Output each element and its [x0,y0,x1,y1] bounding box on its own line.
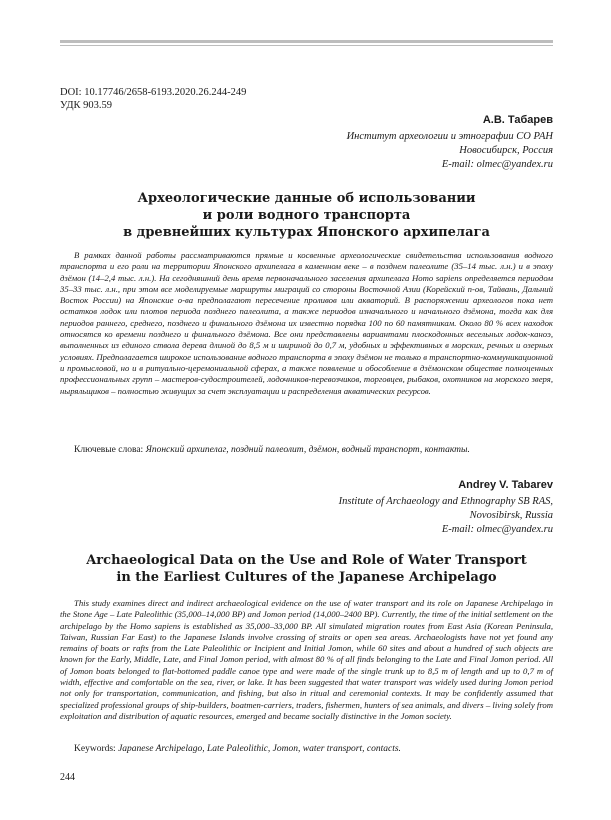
article-title-en [60,552,553,586]
header-rule-thin [60,45,553,46]
title-line: Archaeological Data on the Use and Role of Water Transport [86,553,527,568]
author-block-ru [347,113,553,172]
page-number: 244 [60,772,75,783]
keywords-ru [74,444,553,456]
affiliation-line: Novosibirsk, Russia [469,510,553,521]
abstract-ru [60,250,553,397]
keywords-en [74,743,553,755]
keywords-label: Keywords: [74,744,116,754]
keywords-label: Ключевые слова: [74,445,144,455]
abstract-text: This study examines direct and indirect archaeological evidence on the use of water transport and its role on Japanese Archipelago in the Stone Age – Late Paleolithic (35,000–14,000 BP) and Jomon period (14,000–2400 BP). Currently, the time of the initial settlement on the archipelago by the Homo sapiens is established as 35,000–33,000 BP. All simulated migration routes from East Asia (Korean Peninsula, Taiwan, Russian Far East) to the Japanese Islands involve crossing of straits or open sea areas. Archaeologists have not yet found any remains of boats or rafts from the Late Paleolithic or Incipient and Initial Jomon, while 60 sites and about a hundred of such objects are known for the Early, Middle, Late, and Final Jomon period, with almost 80 % of all finds belonging to the Late and Final Jomon period. All of Jomon boats belonged to flat-bottomed paddle canoe type and were made of the single trunk up to 8,5 m of length and up to 0,7 m of width, effective and comfortable on the sea, river, or lake. It has been suggested that water transport was widely used during Jomon period not only for transportation, communication, and fishing, but also in ritual and ceremonial contexts. It may be confidently assumed that specialized professional groups of ship-builders, boatmen-carriers, traders, fishermen, hunters of sea animals, and divers – living solely from exploitation and distribution of aquatic resources, emerged and became socially distinctive in the Jomon society. [60,598,553,721]
abstract-text: В рамках данной работы рассматриваются прямые и косвенные археологические свидетельства использования водного транспорта и его роли на территории Японского архипелага в каменном веке – в позднем палеолите (35–14 тыс. л.н.) и в эпоху дзёмон (14–2,4 тыс. л.н.). На сегодняшний день время первоначального заселения архипелага Homo sapiens определяется периодом 35–33 тыс. л.н., при этом все моделируемые маршруты миграций со стороны Восточной Азии (Корейский п-ов, Тайвань, Дальний Восток России) на Японские о-ва предполагают пересечение проливов или акваторий. В распоряжении археологов пока нет остатков лодок или плотов периода позднего палеолита, а также периодов изначального и начального дзёмона, тогда как для периодов раннего, среднего, позднего и финального дзёмона их известно порядка 100 по 60 памятникам. Около 80 % всех находок относятся ко времени позднего и финального дзёмона. Все они представлены вариантами плоскодонных весельных лодок-каноэ, выполненных из единого ствола дерева длиной до 8,5 м и шириной до 0,7 м, удобных и эффективных в морских, речных и озерных условиях. Предполагается широкое использование водного транспорта в эпоху дзёмон не только в транспортно-коммуникационной и промысловой, но и в ритуально-церемониальной сферах, а также появление и обособление в дзёмонском обществе полноценных профессиональных групп – мастеров-судостроителей, лодочников-перевозчиков, торговцев, рыбаков, охотников на морского зверя, ныряльщиков – полностью живущих за счет эксплуатации и распределения акватических ресурсов. [60,250,553,396]
article-meta [60,86,246,112]
affiliation-email: E-mail: olmec@yandex.ru [441,159,553,170]
affiliation-line: Institute of Archaeology and Ethnography SB RAS, [338,496,553,507]
author-name-ru: А.В. Табарев [482,114,553,126]
title-line: и роли водного транспорта [202,208,411,223]
title-line: Археологические данные об использовании [137,191,476,206]
doi: DOI: 10.17746/2658-6193.2020.26.244-249 [60,87,247,98]
header-rule [60,40,553,43]
keywords-text: Японский архипелаг, поздний палеолит, дзёмон, водный транспорт, контакты. [145,445,470,455]
abstract-en [60,598,553,722]
author-name-en: Andrey V. Tabarev [458,479,553,491]
affiliation-line: Институт археологии и этнографии СО РАН [346,131,553,142]
keywords-text: Japanese Archipelago, Late Paleolithic, Jomon, water transport, contacts. [118,744,401,754]
author-block-en [339,478,553,537]
affiliation-line: Новосибирск, Россия [459,145,553,156]
title-line: in the Earliest Cultures of the Japanese Archipelago [116,570,497,585]
affiliation-email: E-mail: olmec@yandex.ru [441,524,553,535]
udk: УДК 903.59 [60,100,113,111]
title-line: в древнейших культурах Японского архипелага [123,225,490,240]
article-title-ru [60,190,553,241]
